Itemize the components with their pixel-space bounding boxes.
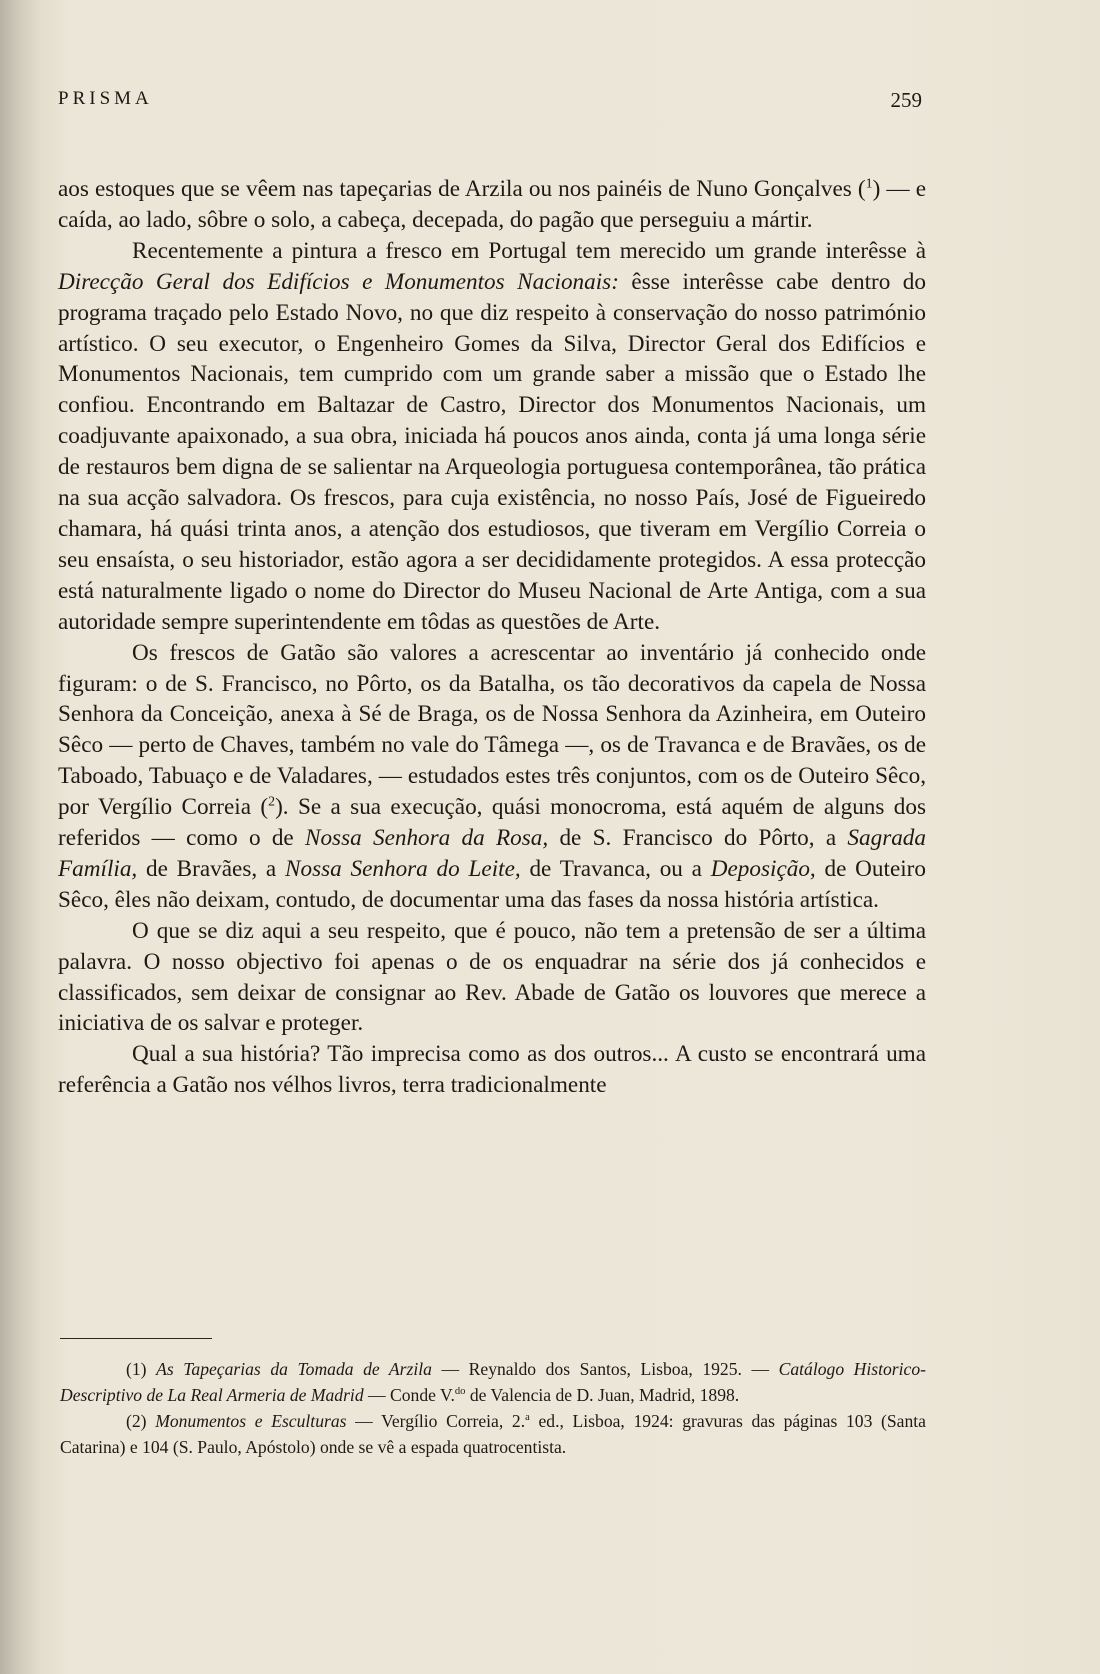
running-head: PRISMA [58, 88, 153, 109]
paragraph-2 [58, 236, 926, 638]
footnote-1-sup: do [454, 1386, 466, 1398]
footnote-1-text: — Reynaldo dos Santos, Lisboa, 1925. — [431, 1359, 779, 1379]
paragraph-1-text-cont: ) — e caída, ao lado, sôbre o solo, a cabeça, decepada, do pagão que perseguiu a mártir. [58, 176, 926, 233]
italic-work-title-4: Deposição, [710, 855, 816, 882]
paragraph-3 [58, 638, 926, 916]
italic-institution: Direcção Geral dos Edifícios e Monumentos Nacionais: [58, 268, 619, 295]
paragraph-3-text-c: de S. Francisco do Pôrto, a [548, 825, 848, 852]
italic-work-title-3: Nossa Senhora do Leite, [285, 855, 521, 882]
footnote-1-title-2: Catálogo Historico-Descriptivo de La Real Armeria de Madrid [60, 1359, 926, 1405]
paragraph-3-text-f: de Outeiro Sêco, êles não deixam, contudo, de documentar uma das fases da nossa história artística. [58, 855, 926, 913]
footnote-1-text-c: de Valencia de D. Juan, Madrid, 1898. [465, 1385, 740, 1405]
italic-work-title-1: Nossa Senhora da Rosa, [305, 825, 549, 852]
footnote-2-text: — Vergílio Correia, 2. [346, 1411, 526, 1431]
paragraph-3-text: Os frescos de Gatão são valores a acrescentar ao inventário já conhecido onde figuram: o de S. Francisco, no Pôrto, os da Batalha, os tão decorativos da capela de Nossa Senhora da Conceição, anexa à Sé de Braga, os de Nossa Senhora da Azinheira, em Outeiro Sêco — perto de Chaves, também no vale do Tâmega —, os de Travanca e de Bravães, os de Taboado, Tabuaço e de Valadares, — estudados estes três conjuntos, com os de Outeiro Sêco, por Vergílio Correia ( [58, 639, 926, 821]
italic-work-title-2: Sagrada Família, [58, 825, 926, 882]
paragraph-4: O que se diz aqui a seu respeito, que é pouco, não tem a pretensão de ser a última palavra. O nosso objectivo foi apenas o de os enquadrar na série dos já conhecidos e classificados, sem deixar de consignar ao Rev. Abade de Gatão os louvores que merece a iniciativa de os salvar e proteger. [58, 917, 926, 1037]
footnote-2-sup: a [525, 1412, 530, 1424]
page-number: 259 [890, 88, 922, 112]
footnote-2-text-b: ed., Lisboa, 1924: gravuras das páginas 103 (Santa Catarina) e 104 (S. Paulo, Apóstolo) onde se vê a espada quatrocentista. [60, 1411, 926, 1457]
footnote-1-title-1: As Tapeçarias da Tomada de Arzila [156, 1359, 432, 1379]
footnote-1 [60, 1356, 926, 1408]
footnote-2-title: Monumentos e Esculturas [155, 1411, 347, 1431]
footnote-ref-2: 2 [268, 794, 276, 810]
body-text [58, 174, 926, 1101]
paragraph-1 [58, 174, 926, 236]
footnote-ref-1: 1 [865, 176, 873, 192]
paragraph-2-text-cont: êsse interêsse cabe dentro do programa traçado pelo Estado Novo, no que diz respeito à conservação do nosso património artístico. O seu executor, o Engenheiro Gomes da Silva, Director Geral dos Edifícios e Monumentos Nacionais, tem cumprido com um grande saber a missão que o Estado lhe confiou. Encontrando em Baltazar de Castro, Director dos Monumentos Nacionais, um coadjuvante apaixonado, a sua obra, iniciada há poucos anos ainda, conta já uma longa série de restauros bem digna de se salientar na Arqueologia portuguesa contemporânea, tão prática na sua acção salvadora. Os frescos, para cuja existência, no nosso País, José de Figueiredo chamara, há quási trinta anos, a atenção dos estudiosos, que tiveram em Vergílio Correia o seu ensaísta, o seu historiador, estão agora a ser decididamente protegidos. A essa protecção está naturalmente ligado o nome do Director do Museu Nacional de Arte Antiga, com a sua autoridade sempre superintendente em tôdas as questões de Arte. [58, 268, 926, 635]
paragraph-3-text-b: ). Se a sua execução, quási monocroma, está aquém de alguns dos referidos — como o de [58, 794, 926, 852]
footnote-2 [60, 1408, 926, 1460]
footnote-2-mark: (2) [126, 1411, 147, 1431]
paragraph-3-text-d: de Bravães, a [137, 855, 286, 882]
page-header [58, 88, 922, 118]
footnote-rule [60, 1338, 212, 1339]
footnote-1-text-b: — Conde V. [363, 1385, 455, 1405]
paragraph-2-text: Recentemente a pintura a fresco em Portugal tem merecido um grande interêsse à [132, 237, 926, 264]
paragraph-1-text: aos estoques que se vêem nas tapeçarias de Arzila ou nos painéis de Nuno Gonçalves ( [58, 176, 866, 202]
paragraph-5: Qual a sua história? Tão imprecisa como as dos outros... A custo se encontrará uma referência a Gatão nos vélhos livros, terra tradicionalmente [58, 1041, 926, 1099]
paragraph-3-text-e: de Travanca, ou a [520, 855, 711, 882]
footnotes [60, 1356, 926, 1460]
footnote-1-mark: (1) [126, 1359, 147, 1379]
